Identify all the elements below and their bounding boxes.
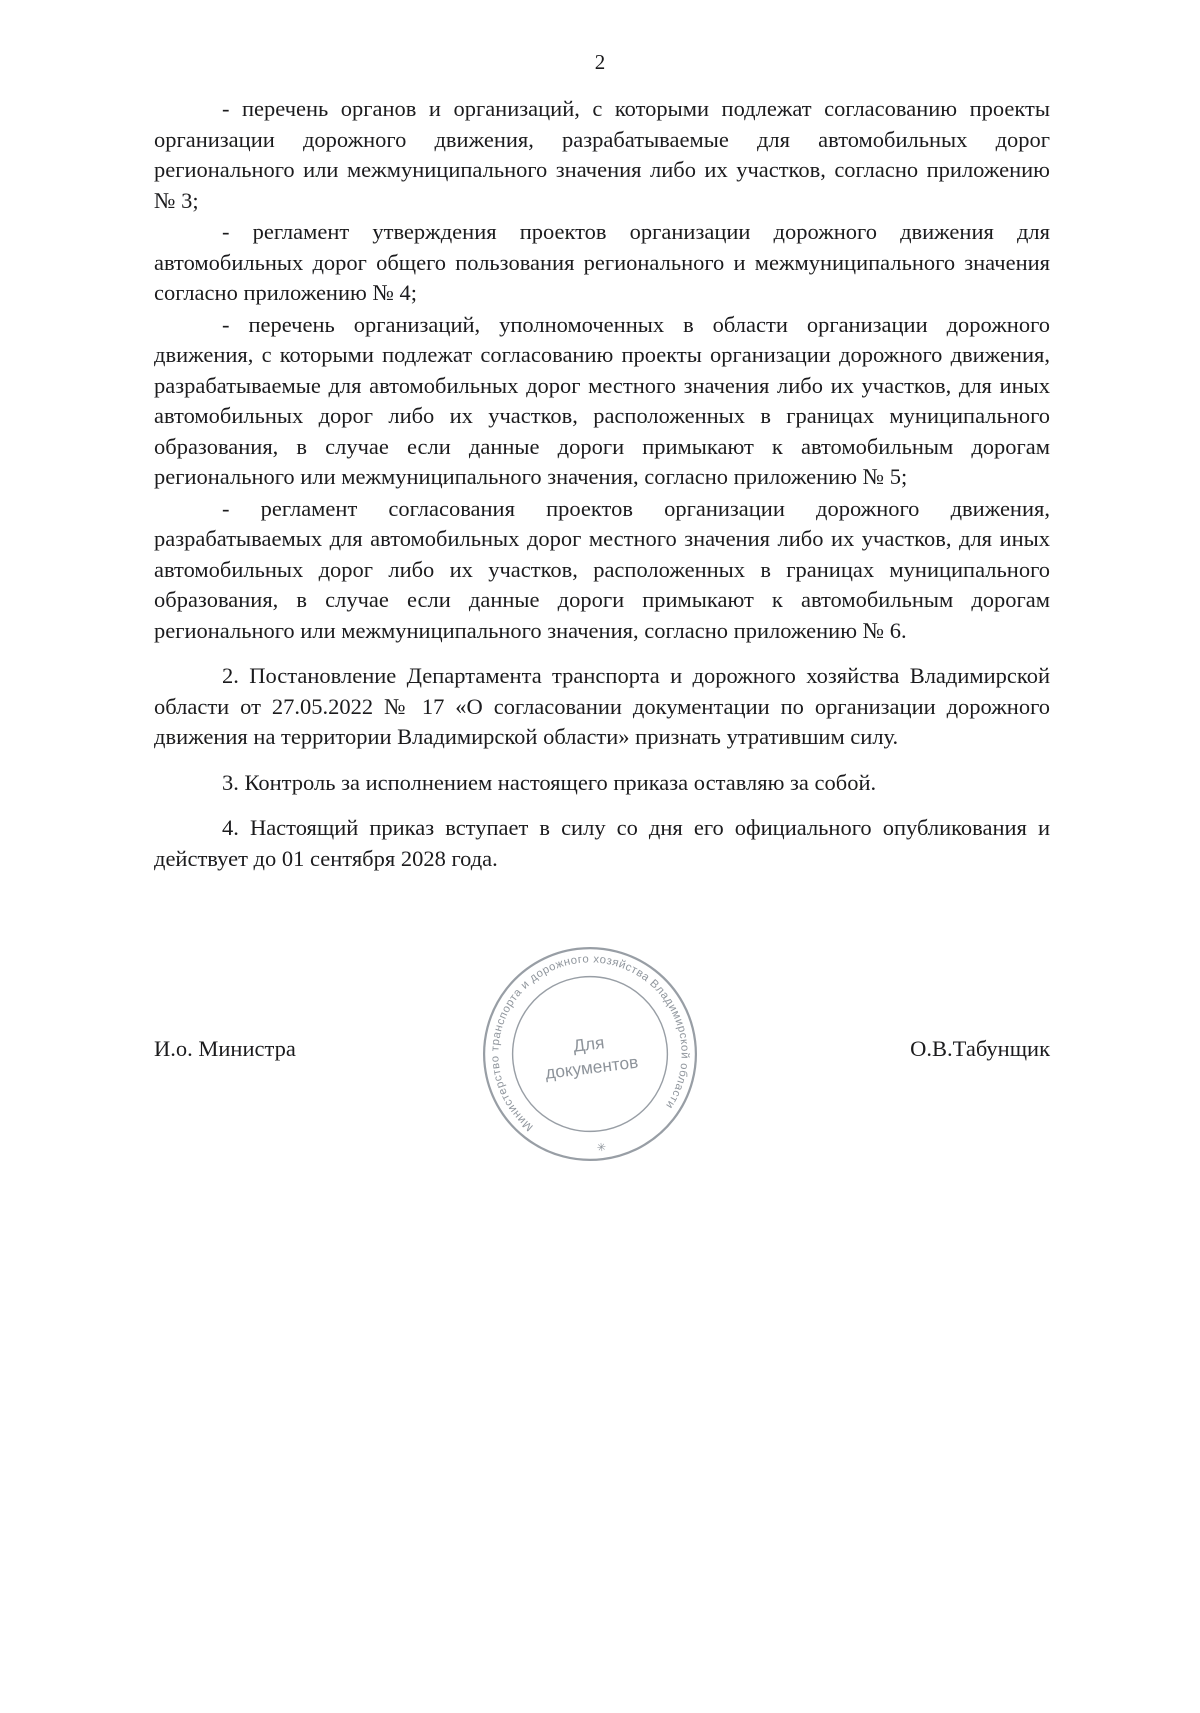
official-stamp [465,929,715,1179]
stamp-separator: ✳ [596,1141,607,1155]
paragraph-list-appendix-3: - перечень органов и организаций, с которыми подлежат согласованию проекты организации дорожного движения, разрабатываемые для автомобильных дорог регионального или межмуниципального значения либо их участков, согласно приложению № 3; [154,96,1050,213]
stamp-center-line1: Для [572,1032,606,1056]
stamp-center-line2: документов [543,1051,640,1083]
paragraph-item-2: 2. Постановление Департамента транспорта и дорожного хозяйства Владимирской области от 27.05.2022 № 17 «О согласовании документации по организации дорожного движения на территории Владимирской области» признать утратившим силу. [154,663,1050,749]
paragraph-list-appendix-4: - регламент утверждения проектов организации дорожного движения для автомобильных дорог общего пользования регионального и межмуниципального значения согласно приложению № 4; [154,219,1050,305]
paragraph-list-appendix-6: - регламент согласования проектов организации дорожного движения, разрабатываемых для автомобильных дорог местного значения либо их участков, для иных автомобильных дорог либо их участков, расположенных в границах муниципального образования, в случае если данные дороги примыкают к автомобильным дорогам регионального или межмуниципального значения, согласно приложению № 6. [154,495,1050,643]
paragraph-list-appendix-5: - перечень организаций, уполномоченных в области организации дорожного движения, с которыми подлежат согласованию проекты организации дорожного движения, разрабатываемые для автомобильных дорог местного значения либо их участков, для иных автомобильных дорог либо их участков, расположенных в границах муниципального образования, в случае если данные дороги примыкают к автомобильным дорогам регионального или межмуниципального значения, согласно приложению № 5; [154,311,1050,489]
stamp-seal-icon [465,929,715,1179]
document-body [154,94,1050,875]
paragraph-item-4: 4. Настоящий приказ вступает в силу со дня его официального опубликования и действует до 01 сентября 2028 года. [154,815,1050,871]
page-number: 2 [594,50,606,74]
stamp-ring-text: Министерство транспорта и дорожного хозяйства Владимирской области [489,953,691,1134]
signatory-name: О.В.Табунщик [910,1036,1050,1061]
paragraph-item-3: 3. Контроль за исполнением настоящего приказа оставляю за собой. [222,769,877,795]
signatory-title: И.о. Министра [154,1036,296,1061]
